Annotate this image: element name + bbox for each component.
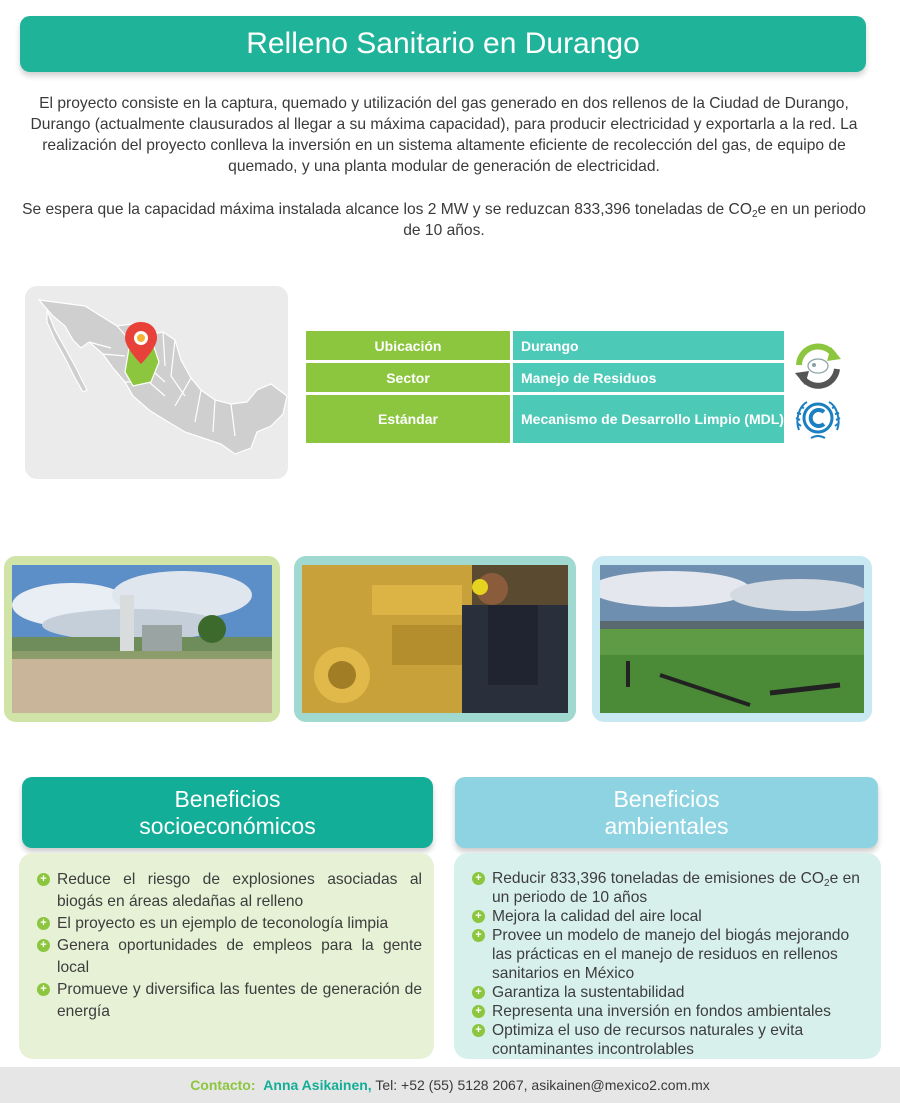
list-item: + Promueve y diversifica las fuentes de generación de energía xyxy=(35,979,422,1023)
contact-details[interactable]: Tel: +52 (55) 5128 2067, asikainen@mexico2.com.mx xyxy=(375,1077,710,1093)
socio-title-line-1: Beneficios xyxy=(174,785,281,812)
photo-landfill-plant xyxy=(4,556,280,722)
list-item: + Representa una inversión en fondos ambientales xyxy=(470,1002,869,1021)
list-item: + Provee un modelo de manejo del biogás mejorando las prácticas en el manejo de residuos en rellenos sanitarios en México xyxy=(470,926,869,983)
plus-bullet-icon: + xyxy=(37,939,50,952)
plus-bullet-icon: + xyxy=(472,1024,485,1037)
list-item: + Genera oportunidades de empleos para la gente local xyxy=(35,935,422,979)
intro-text xyxy=(14,93,874,241)
location-map xyxy=(25,286,288,479)
project-info-table xyxy=(306,331,784,446)
info-row-sector xyxy=(306,363,784,392)
info-value: Manejo de Residuos xyxy=(513,363,784,392)
info-value: Mecanismo de Desarrollo Limpio (MDL) xyxy=(513,395,784,443)
environmental-benefits-header xyxy=(455,777,878,848)
list-item: + Optimiza el uso de recursos naturales y evita contaminantes incontrolables xyxy=(470,1021,869,1059)
intro-paragraph-1: El proyecto consiste en la captura, quemado y utilización del gas generado en dos rellenos de la Ciudad de Durango, Durango (actualmente clausurados al llegar a su máxima capacidad), para producir electricidad y exportarla a la red. La realización del proyecto conlleva la inversión en un sistema altamente eficiente de recolección del gas, de equipo de quemado, y una planta modular de generación de electricidad. xyxy=(30,95,858,175)
recycle-icon xyxy=(791,341,845,391)
env-title-line-1: Beneficios xyxy=(613,785,720,812)
contact-footer xyxy=(0,1067,900,1103)
info-row-estandar xyxy=(306,395,784,443)
page-title: Relleno Sanitario en Durango xyxy=(20,16,866,72)
list-item: + Mejora la calidad del aire local xyxy=(470,907,869,926)
info-value: Durango xyxy=(513,331,784,360)
contact-label: Contacto: xyxy=(190,1077,256,1093)
plus-bullet-icon: + xyxy=(472,872,485,885)
contact-name: Anna Asikainen, xyxy=(263,1077,372,1093)
info-label: Ubicación xyxy=(306,331,510,360)
plus-bullet-icon: + xyxy=(472,986,485,999)
list-item: + Reduce el riesgo de explosiones asociadas al biogás en áreas aledañas al relleno xyxy=(35,869,422,913)
plus-bullet-icon: + xyxy=(472,929,485,942)
env-title-line-2: ambientales xyxy=(604,812,729,839)
plus-bullet-icon: + xyxy=(37,983,50,996)
landfill-field-image xyxy=(600,565,864,713)
info-label: Sector xyxy=(306,363,510,392)
list-item: + Garantiza la sustentabilidad xyxy=(470,983,869,1002)
mexico-map-icon xyxy=(25,286,288,479)
list-item: + El proyecto es un ejemplo de teconología limpia xyxy=(35,913,422,935)
list-item: + Reducir 833,396 toneladas de emisiones de $CO_2e$ en un periodo de 10 años xyxy=(470,869,869,907)
landfill-plant-image xyxy=(12,565,272,713)
intro-paragraph-2: Se espera que la capacidad máxima instalada alcance los 2 MW y se reduzcan 833,396 toneladas de $CO_2e$ en un periodo de 10 años. xyxy=(22,201,866,239)
plus-bullet-icon: + xyxy=(472,910,485,923)
photo-landfill-field xyxy=(592,556,872,722)
photo-generator-worker xyxy=(294,556,576,722)
plus-bullet-icon: + xyxy=(37,873,50,886)
generator-worker-image xyxy=(302,565,568,713)
info-label: Estándar xyxy=(306,395,510,443)
un-climate-logo-icon xyxy=(791,396,845,444)
socio-title-line-2: socioeconómicos xyxy=(139,812,316,839)
plus-bullet-icon: + xyxy=(37,917,50,930)
info-row-ubicacion xyxy=(306,331,784,360)
socioeconomic-benefits-list xyxy=(19,853,434,1059)
socioeconomic-benefits-header xyxy=(22,777,433,848)
plus-bullet-icon: + xyxy=(472,1005,485,1018)
environmental-benefits-list xyxy=(454,853,881,1059)
